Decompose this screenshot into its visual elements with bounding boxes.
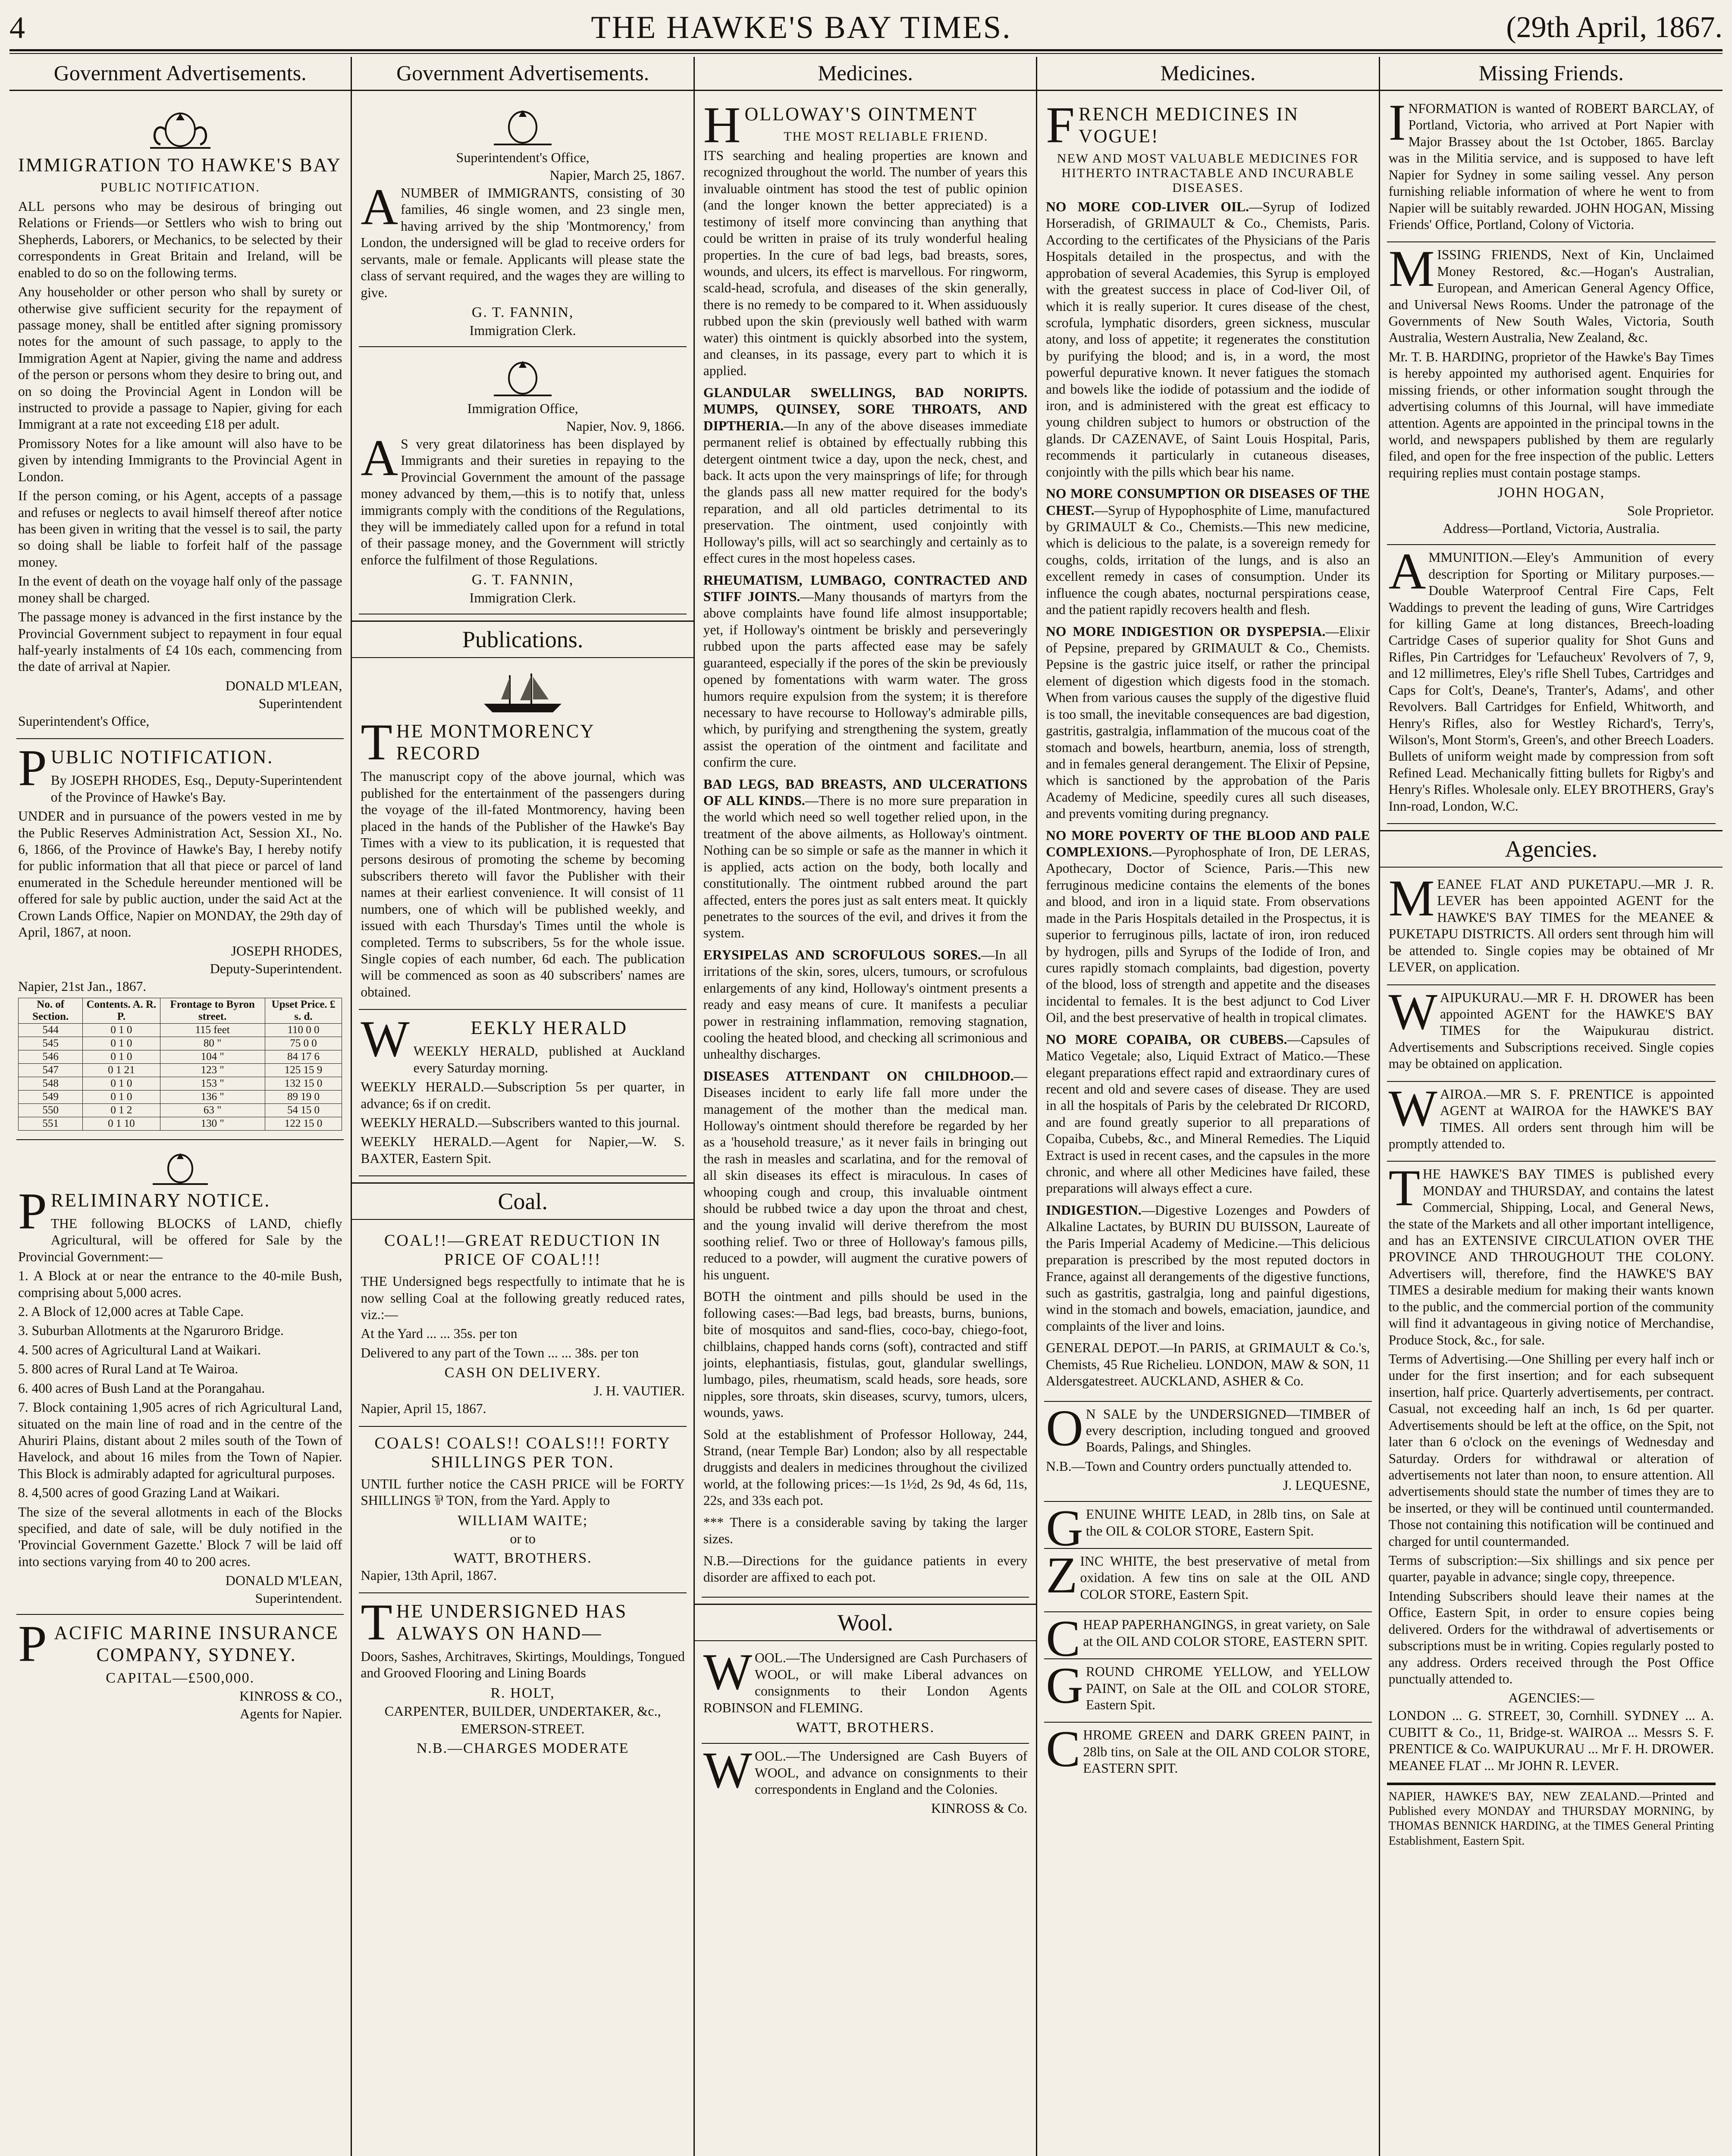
list-item: 5. 800 acres of Rural Land at Te Wairoa. (18, 1361, 238, 1377)
ammunition (1387, 542, 1716, 824)
column-5 (1380, 57, 1723, 2156)
apply-name: WILLIAM WAITE; (458, 1512, 588, 1529)
list-item: 1. A Block at or near the entrance to the 40-mile Bush, comprising about 5,000 acres. (18, 1268, 342, 1300)
table-cell: 54 15 0 (265, 1103, 342, 1117)
table-cell: 80 " (160, 1037, 265, 1050)
montmorency-title: THE MONTMORENCY RECORD (361, 713, 595, 771)
paragraph: WOOL.—The Undersigned are Cash Purchasers of WOOL, or will make Liberal advances on consignments to their London Agents ROBINSON and FLEMING. (703, 1643, 1028, 1715)
item-head: NO MORE COPAIBA, OR CUBEBS. (1046, 1031, 1287, 1047)
list-item: 3. Suburban Allotments at the Ngaruroro Bridge. (18, 1323, 284, 1338)
immigrants-notice (359, 96, 686, 347)
item-head: RHEUMATISM, LUMBAGO, CONTRACTED AND STIFF JOINTS. (703, 572, 1028, 604)
table-cell: 0 1 10 (83, 1117, 160, 1130)
column-heading: Medicines. (695, 57, 1036, 91)
list-item: 6. 400 acres of Bush Land at the Porangahau. (18, 1380, 265, 1396)
column-1 (9, 57, 352, 2156)
list-item: NO MORE CONSUMPTION OR DISEASES OF THE CHEST.—Syrup of Hypophosphite of Lime, manufactured by GRIMAULT & Co., Chemists.—This new medicine, which is delicious to the palate, is a sovereign remedy for coughs, colds, irritation of the lungs, and is also an excellent remedy in cases of consumption. Under its influence the cough abates, nocturnal perspirations cease, and the patient rapidly recovers health and flesh. (1046, 486, 1370, 617)
white-lead (1044, 1499, 1371, 1557)
signer-title: Superintendent. (255, 1590, 342, 1606)
notice-date: Napier, 21st Jan., 1867. (18, 979, 147, 994)
table-cell: 63 " (160, 1103, 265, 1117)
item-head: DISEASES ATTENDANT ON CHILDHOOD. (703, 1068, 1014, 1084)
signer-title: Immigration Clerk. (469, 322, 576, 338)
table-row (19, 1103, 342, 1117)
list-item: WEEKLY HERALD.—Agent for Napier,—W. S. BAXTER, Eastern Spit. (361, 1134, 685, 1166)
missing-friends-agency (1387, 242, 1716, 545)
list-item: INDIGESTION.—Digestive Lozenges and Powders of Alkaline Lactates, by BURIN DU BUISSON, Laureate of the Paris Imperial Academy of Medicine.—This delicious preparation is prescribed by the most reputed doctors in France, against all derangements of the digestive functions, such as gastritis, gastralgia, long and painful digestions, wind in the stomach and bowels, emaciation, jaundice, and complaints of the liver and loins. (1046, 1202, 1370, 1334)
signer: J. H. VAUTIER. (593, 1383, 685, 1399)
table-header: Upset Price. £ s. d. (265, 998, 342, 1023)
royal-crest-icon (486, 103, 559, 146)
item-head: INDIGESTION. (1046, 1202, 1142, 1218)
paragraph: WAIROA.—MR S. F. PRENTICE is appointed AGENT at WAIROA for the HAWKE'S BAY TIMES. All orders sent through him will be promptly attended to. (1388, 1079, 1714, 1151)
item-text: There is no more sure preparation in the world which need so well together relied upon, in the treatment of the above ailments, as Holloway's ointment. Nothing can be so simple or safe as the manner in which it is applied, acts action on the body, both locally and constitutionally. The ointment rubbed around the part affected, enters the pores just as salt enters meat. It quickly penetrates to the sources of the evil, and drives it from the system. (703, 793, 1028, 941)
chrome-green (1044, 1720, 1371, 1785)
table-header: Contents. A. R. P. (83, 998, 160, 1023)
signer: KINROSS & Co. (931, 1800, 1028, 1816)
holloway-subtitle: THE MOST RELIABLE FRIEND. (784, 129, 988, 144)
timber-lequesne (1044, 1399, 1371, 1502)
royal-crest-icon (486, 354, 559, 397)
agencies-label: AGENCIES:— (1508, 1690, 1594, 1706)
holt-address: EMERSON-STREET. (461, 1720, 585, 1736)
paragraph: ON SALE by the UNDERSIGNED—TIMBER of every description, including tongued and grooved Boards, Palings, and Shingles. (1046, 1399, 1370, 1457)
column-heading: Medicines. (1037, 57, 1378, 91)
paragraph: Intending Subscribers should leave their names at the Office, Eastern Spit, in order to ensure copies being delivered. Orders for the withdrawal of advertisements or subscriptions must be in writing. Copies regularly posted to any address. Orders received through the Post Office punctually attended to. (1388, 1588, 1714, 1687)
newspaper-title: THE HAWKE'S BAY TIMES. (591, 9, 1012, 45)
masthead (9, 8, 1723, 47)
item-text: In any of the above diseases immediate permanent relief is obtained by effectually rubbing this detergent ointment twice a day, upon the neck, chest, and back. It acts upon the very mainsprings of life; for through the glands pass all new matter required for the body's reparation, and all old particles detrimental to its preservation. The ointment, used conjointly with Holloway's pills, will act so searchingly and certainly as to effect cures in the most hopeless cases. (703, 418, 1028, 566)
agency-waipukurau (1387, 982, 1716, 1082)
issue-date: (29th April, 1867. (1506, 11, 1723, 44)
public-notification-title: PUBLIC NOTIFICATION. (18, 739, 274, 797)
list-item: 2. A Block of 12,000 acres at Table Cape. (18, 1304, 244, 1319)
signer: JOHN HOGAN, (1497, 485, 1605, 501)
paragraph: Terms of subscription:—Six shillings and six pence per quarter, payable in advance; single copy, threepence. (1388, 1553, 1714, 1585)
table-cell: 545 (19, 1037, 83, 1050)
item-text: Many thousands of martyrs from the above complaints have found life almost insupportable; yet, if Holloway's ointment be briskly and perseveringly rubbed upon the parts affected ease may be safely guaranteed, especially if the pores of the skin be previously opened by fomentations with warm water. The gross humors require expulsion from the system; it is therefore necessary to have recourse to Holloway's admirable pills, which, by purifying and strengthening the system, greatly assist the operation of the ointment and facilitate and confirm the cure. (703, 589, 1028, 770)
column-heading: Missing Friends. (1380, 57, 1723, 91)
paragraph: BOTH the ointment and pills should be used in the following cases:—Bad legs, bad breasts, burns, bunions, bite of mosquitos and sand-flies, coco-bay, chiego-foot, chilblains, chapped hands corns (soft), contracted and stiff joints, elephantiasis, fistulas, gout, glandular swellings, lumbago, piles, rheumatism, scald heads, sore heads, sore nipples, sore throats, skin diseases, scurvy, tumors, ulcers, wounds, yaws. (703, 1289, 1028, 1420)
paragraph: THE HAWKE'S BAY TIMES is published every MONDAY and THURSDAY, and contains the latest Commercial, Shipping, Local, and General News, the state of the Markets and all other important intelligence, and has an EXTENSIVE CIRCULATION OVER THE PROVINCE AND THROUGHOUT THE COLONY. Advertisers will, therefore, find the HAWKE'S BAY TIMES a desirable medium for making their wants known to the public, and the commercial portion of the community will find it advantageous in giving notice of Merchandise, Produce Stock, &c., for sale. (1388, 1159, 1714, 1348)
coal-title: COAL!!—GREAT REDUCTION IN PRICE OF COAL!!! (384, 1232, 662, 1269)
pacific-insurance (16, 1615, 344, 1730)
section-heading: Wool. (695, 1604, 1036, 1641)
list-item: 4. 500 acres of Agricultural Land at Waikari. (18, 1342, 261, 1357)
signer-title: Sole Proprietor. (1627, 503, 1714, 519)
item-head: NO MORE COD-LIVER OIL. (1046, 199, 1249, 214)
notice-date: Napier, March 25, 1867. (549, 167, 685, 183)
passage-money-notice (359, 347, 686, 614)
note: N.B.—Directions for the guidance patients in every disorder are affixed to each pot. (703, 1553, 1028, 1585)
french-title: FRENCH MEDICINES IN VOGUE! (1046, 96, 1299, 154)
table-cell: 125 15 9 (265, 1063, 342, 1077)
list-item: WEEKLY HERALD, published at Auckland every Saturday morning. (413, 1044, 685, 1075)
agents-sub: Agents for Napier. (240, 1706, 342, 1722)
preliminary-title: PRELIMINARY NOTICE. (18, 1182, 271, 1240)
table-cell: 115 feet (160, 1023, 265, 1037)
paragraph: UNDER and in pursuance of the powers vested in me by the Public Reserves Administration Act, Session XI., No. 6, 1866, of the Province of Hawke's Bay, I hereby notify for public information that all that piece or parcel of land enumerated in the Schedule hereunder mentioned will be offered for sale by public auction, under the said Act at the Crown Lands Office, Napier on MONDAY, the 29th day of April, 1867, at noon. (18, 808, 342, 940)
apply-or: or to (510, 1530, 536, 1546)
montmorency-record (359, 662, 686, 1010)
list-item: NO MORE INDIGESTION OR DYSPEPSIA.—Elixir of Pepsine, prepared by GRIMAULT & Co., Chemists. Pepsine is the gastric juice itself, or rather the principal element of digestion which digests food in the stomach. When from various causes the supply of the digestive fluid is too small, the inevitable consequences are bad digestion, gastritis, gastralgia, inflammation of the mucous coat of the stomach and bowels, heartburn, anemia, loss of strength, and in females general derangement. The Elixir of Pepsine, which is sanctioned by the approbation of the Paris Academy of Medicine, speedily cures all such diseases, and prevents vomiting during pregnancy. (1046, 624, 1370, 821)
wool-kinross (702, 1741, 1029, 1824)
masthead-rule-thin (9, 53, 1723, 54)
item-text: Diseases incident to early life fall more under the management of the mother than the medical man. Holloway's ointment should therefore be regarded by her as a 'household treasure,' as it never fails in bringing out the rash in measles and scarlatina, and for the removal of all skin diseases its effect is miraculous. In cases of whooping cough and croup, this invaluable ointment should be rubbed twice a day upon the throat and chest, and the young invalid will derive therefrom the most soothing relief. Two or three of Holloway's famous pills, reduced to a powder, will augment the curative powers of his unguent. (703, 1085, 1028, 1282)
wool-watt-brothers (702, 1645, 1029, 1744)
signer: WATT, BROTHERS. (796, 1720, 935, 1736)
item-text: Pyrophosphate of Iron, DE LERAS, Apothecary, Doctor of Science, Paris.—This new ferruginous medicine contains the elements of the bones and blood, and iron in a liquid state. From observations made in the Paris Hospitals detailed in the Prospectus, it is superior to ferruginous pills, lactate of iron, iron reduced by hydrogen, pills and Syrups of the Iodide of Iron, and cures rapidly stomach complaints, bad digestion, poverty of the blood, loss of strength and appetite and the diseases incidental to females. It is the best adjunct to Cod Liver Oil, and the best preservative of health in tropical climates. (1046, 844, 1370, 1025)
french-subtitle: NEW AND MOST VALUABLE MEDICINES FOR HITHERTO INTRACTABLE AND INCURABLE DISEASES. (1057, 151, 1359, 195)
item-head: ERYSIPELAS AND SCROFULOUS SORES. (703, 947, 981, 962)
charges-moderate: N.B.—CHARGES MODERATE (416, 1740, 629, 1756)
office: Superintendent's Office, (456, 150, 590, 165)
signer-title: Superintendent (258, 695, 342, 711)
paragraph: THE following BLOCKS of LAND, chiefly Agricultural, will be offered for Sale by the Provincial Government:— (18, 1216, 342, 1264)
notice-date: Napier, April 15, 1867. (361, 1401, 486, 1416)
signer: J. LEQUESNE, (1283, 1477, 1370, 1493)
list-item: NO MORE COPAIBA, OR CUBEBS.—Capsules of Matico Vegetale; also, Liquid Extract of Matico.—These elegant preparations effect rapid and extraordinary cures of recent and old and severe cases of disease. They are used in all the hospitals of Paris by the celebrated Dr RICORD, and are found greatly superior to all preparations of Copaiba, Cubebs, &c., and Mineral Remedies. The Liquid Extract is used in recent cases, and the capsules in the more chronic, and where all other Medicines have failed, these preparations will always effect a cure. (1046, 1031, 1370, 1196)
immigration-subtitle: PUBLIC NOTIFICATION. (100, 180, 260, 194)
list-item: 7. Block containing 1,905 acres of rich Agricultural Land, situated on the main line of road and in the centre of the Ahuriri Plains, distant about 2 miles south of the Town of Havelock, and about 16 miles from the Town of Napier. This Block is admirably adapted for agricultural purposes. (18, 1400, 342, 1481)
table-row (19, 1037, 342, 1050)
table-cell: 550 (19, 1103, 83, 1117)
page-number: 4 (9, 10, 25, 45)
holt-trade: CARPENTER, BUILDER, UNDERTAKER, &c., (384, 1703, 661, 1719)
paragraph: UNTIL further notice the CASH PRICE will be FORTY SHILLINGS ⅌ TON, from the Yard. Apply to (361, 1476, 685, 1508)
columns (9, 57, 1723, 2156)
table-row (19, 1077, 342, 1090)
item-text: Syrup of Hypophosphite of Lime, manufactured by GRIMAULT & Co., Chemists.—This new medicine, which is delicious to the palate, is a sovereign remedy for coughs, colds, irritation of the lungs, and is also an excellent remedy in cases of consumption. Under its influence the cough abates, nocturnal perspirations cease, and the patient rapidly recovers health and flesh. (1046, 502, 1370, 617)
paragraph: Any householder or other person who shall by surety or otherwise give sufficient security for the repayment of passage money, shall be entitled after signing promissory notes for the amount of such passage, to apply to the Immigration Agent at Napier, giving the name and address of the person or persons whom they desire to bring out, and on so doing the Provincial Agent in London will be instructed to provide a passage to Napier, giving for each Immigrant at a rate not exceeding £18 per adult. (18, 284, 342, 432)
table-row (19, 1063, 342, 1077)
table-cell: 104 " (160, 1050, 265, 1063)
list-item: NO MORE COD-LIVER OIL.—Syrup of Iodized Horseradish, of GRIMAULT & Co., Chemists, Paris. According to the certificates of the Physicians of the Paris Hospitals detailed in the prospectus, and with the approbation of several Academies, this Syrup is employed with the greatest success in place of Cod-liver Oil, of which it is really superior. It cures disease of the chest, scrofula, lymphatic disorders, green sickness, muscular atony, and loss of appetite; it regenerates the constitution by purifying the blood; and is, in a word, the most powerful depurative known. It never fatigues the stomach and bowels like the iodide of potassium and the iodide of iron, and is administered with the great est efficacy to young children subject to humors or obstruction of the glands. Dr CAZENAVE, of Saint Louis Hospital, Paris, recommends it particularly in cutaneous diseases, conjointly with the pills which bear his name. (1046, 199, 1370, 479)
list-item: ERYSIPELAS AND SCROFULOUS SORES.—In all irritations of the skin, sores, ulcers, tumours, or scrofulous enlargements of any kind, Holloway's ointment presents a ready and easy means of cure. It manifests a peculiar power in restraining inflammation, removing stagnation, cooling the heated blood, and checking all scrimonious and unhealthy discharges. (703, 947, 1028, 1062)
imprint: NAPIER, HAWKE'S BAY, NEW ZEALAND.—Printed and Published every MONDAY and THURSDAY MORNING, by THOMAS BENNICK HARDING, at the TIMES General Printing Establishment, Eastern Spit. (1388, 1790, 1714, 1848)
table-cell: 110 0 0 (265, 1023, 342, 1037)
item-text: Elixir of Pepsine, prepared by GRIMAULT & Co., Chemists. Pepsine is the gastric juice itself, or rather the principal element of digestion which digests food in the stomach. When from various causes the supply of the digestive fluid is too small, the inevitable consequences are bad digestion, gastritis, gastralgia, inflammation of the mucous coat of the stomach and bowels, heartburn, anemia, loss of strength, and in females general derangement. The Elixir of Pepsine, which is sanctioned by the approbation of the Paris Academy of Medicine, speedily cures all such diseases, and prevents vomiting during pregnancy. (1046, 624, 1370, 821)
immigration-title: IMMIGRATION TO HAWKE'S BAY (18, 154, 342, 175)
item-text: Digestive Lozenges and Powders of Alkaline Lactates, by BURIN DU BUISSON, Laureate of the Paris Imperial Academy of Medicine.—This delicious preparation is prescribed by the most reputed doctors in France, against all derangements of the digestive functions, such as gastritis, gastralgia, long and painful digestions, wind in the stomach and bowels, emaciation, jaundice, and complaints of the liver and loins. (1046, 1202, 1370, 1334)
table-cell: 0 1 2 (83, 1103, 160, 1117)
paragraph: The size of the several allotments in each of the Blocks specified, and date of sale, will be duly notified in the 'Provincial Government Gazette.' Block 7 will be laid off into sections varying from 40 to 200 acres. (18, 1504, 342, 1569)
public-notification (16, 739, 344, 1140)
table-cell: 89 19 0 (265, 1090, 342, 1103)
table-row (19, 1090, 342, 1103)
table-header: Frontage to Byron street. (160, 998, 265, 1023)
table-cell: 0 1 21 (83, 1063, 160, 1077)
column-4 (1037, 57, 1380, 2156)
coal-reduction (359, 1224, 686, 1427)
paragraph: ALL persons who may be desirous of bringing out Relations or Friends—or Settlers who wish to bring out Shepherds, Laborers, or Mechanics, to be selected by their correspondents in Great Britain and Ireland, will be enabled to do so on the following terms. (18, 199, 342, 280)
paragraph: MEANEE FLAT AND PUKETAPU.—MR J. R. LEVER has been appointed AGENT for the HAWKE'S BAY TIMES for the MEANEE & PUKETAPU DISTRICTS. All orders sent through him will be attended to. Single copies may be obtained of Mr LEVER, on application. (1388, 869, 1714, 975)
immigration-notice (16, 96, 344, 739)
paragraph: WOOL.—The Undersigned are Cash Buyers of WOOL, and advance on consignments to their correspondents in England and the Colonies. (703, 1741, 1028, 1799)
table-cell: 551 (19, 1117, 83, 1130)
paragraph: CHROME GREEN and DARK GREEN PAINT, in 28lb tins, on Sale at the OIL AND COLOR STORE, EASTERN SPIT. (1046, 1720, 1370, 1778)
item-head: NO MORE INDIGESTION OR DYSPEPSIA. (1046, 624, 1326, 639)
list-item: WEEKLY HERALD.—Subscribers wanted to this journal. (361, 1115, 680, 1130)
paragraph: WAIPUKURAU.—MR F. H. DROWER has been appointed AGENT for the HAWKE'S BAY TIMES for the Waipukurau district. Advertisements and Subscriptions received. Single copies may be obtained on application. (1388, 982, 1714, 1072)
cash-on-delivery: CASH ON DELIVERY. (444, 1365, 601, 1381)
holloway-title: HOLLOWAY'S OINTMENT (703, 96, 978, 154)
list-item: BAD LEGS, BAD BREASTS, AND ULCERATIONS OF ALL KINDS.—There is no more sure preparation in the world which need so well together relied upon, in the treatment of the above ailments, as Holloway's ointment. Nothing can be so simple or safe as the manner in which it is applied, acts action on the body, both locally and constitutionally. The ointment rubbed around the part affected, enters the pores just as salt enters meat. It quickly penetrates to the sources of the evil, and drives it from the system. (703, 776, 1028, 941)
chrome-yellow (1044, 1659, 1371, 1723)
paragraph: INFORMATION is wanted of ROBERT BARCLAY, of Portland, Victoria, who arrived at Port Napier with Major Brassey about the 1st October, 1865. Barclay was in the Militia service, and is supposed to have left Napier for Sydney in some sailing vessel. Any person furnishing reliable information of where he went to from Napier will be suitably rewarded. JOHN HOGAN, Missing Friends' Office, Portland, Colony of Victoria. (1388, 94, 1714, 232)
weekly-herald (359, 1010, 686, 1176)
holloways-ointment (702, 96, 1029, 1598)
paragraph: N.B.—Town and Country orders punctually attended to. (1046, 1458, 1352, 1474)
address: Address—Portland, Victoria, Australia. (1443, 520, 1660, 536)
section-heading: Coal. (352, 1182, 693, 1220)
table-cell: 0 1 0 (83, 1050, 160, 1063)
table-row (19, 1050, 342, 1063)
table-cell: 544 (19, 1023, 83, 1037)
paragraph: Doors, Sashes, Architraves, Skirtings, Mouldings, Tongued and Grooved Flooring and Lining Boards (361, 1648, 685, 1681)
barclay-information (1387, 96, 1716, 242)
agency-wairoa (1387, 1079, 1716, 1162)
paragraph: In the event of death on the voyage half only of the passage money shall be charged. (18, 573, 342, 605)
pacific-title: PACIFIC MARINE INSURANCE COMPANY, SYDNEY. (18, 1615, 339, 1673)
signer: G. T. FANNIN, (471, 304, 574, 320)
column-2 (352, 57, 694, 2156)
paragraph: Terms of Advertising.—One Shilling per every half inch or under for the first insertion; and for each subsequent insertion, half price. Quarterly advertisements, per contract. Casual, not exceeding half an inch, 1s 6d per quarter. Advertisements should be left at the office, on the Spit, not later than 6 o'clock on the evenings of Wednesday and Saturday. Orders for withdrawal or alteration of advertisements not later than noon, to ensure attention. All advertisements should state the number of times they are to be inserted, or they will be continued until countermanded. Those not containing this notification will be continued and charged for until countermanded. (1388, 1351, 1714, 1549)
table-cell: 123 " (160, 1063, 265, 1077)
apply-name: WATT, BROTHERS. (453, 1550, 592, 1566)
paragraph: ZINC WHITE, the best preservative of metal from oxidation. A few tins on sale at the OIL AND COLOR STORE, Eastern Spit. (1046, 1546, 1370, 1604)
table-cell: 153 " (160, 1077, 265, 1090)
paragraph: Mr. T. B. HARDING, proprietor of the Hawke's Bay Times is hereby appointed my authorised agent. Enquiries for missing friends, or other information sought through the advertising columns of this Journal, will have immediate attention. Agents are appointed in the principal towns in the world, and newspapers published by them are regularly filed, and open for the free inspection of the public. Letters requiring replies must contain postage stamps. (1388, 349, 1714, 480)
paragraph: CHEAP PAPERHANGINGS, in great variety, on Sale at the OIL AND COLOR STORE, EASTERN SPIT. (1046, 1610, 1370, 1667)
office: Immigration Office, (467, 400, 578, 416)
item-text: Syrup of Iodized Horseradish, of GRIMAULT & Co., Chemists, Paris. According to the certificates of the Physicians of the Paris Hospitals detailed in the prospectus, and with the approbation of several Academies, this Syrup is employed with the greatest success in place of Cod-liver Oil, of which it is really superior. It cures disease of the chest, scrofula, lymphatic disorders, green sickness, muscular atony, and loss of appetite; it regenerates the constitution by purifying the blood; and is, in a word, the most powerful depurative known. It never fatigues the stomach and bowels like the iodide of potassium and the iodide of iron, and is administered with the great est efficacy to young children subject to humors or obstruction of the glands. Dr CAZENAVE, of Saint Louis Hospital, Paris, recommends it particularly in cutaneous diseases, conjointly with the pills which bear his name. (1046, 199, 1370, 479)
ship-icon (475, 669, 570, 717)
paragraph: Promissory Notes for a like amount will also have to be given by intending Immigrants to the Provincial Agent in London. (18, 436, 342, 484)
item-head: BAD LEGS, BAD BREASTS, AND ULCERATIONS OF ALL KINDS. (703, 776, 1028, 808)
table-header: No. of Section. (19, 998, 83, 1023)
signer: G. T. FANNIN, (471, 572, 574, 588)
signer: JOSEPH RHODES, (231, 943, 342, 959)
royal-crest-icon (141, 103, 219, 150)
table-cell: 547 (19, 1063, 83, 1077)
signer: DONALD M'LEAN, (225, 1573, 342, 1589)
note: *** There is a considerable saving by taking the larger sizes. (703, 1514, 1028, 1547)
list-item: GLANDULAR SWELLINGS, BAD NORIPTS. MUMPS, QUINSEY, SORE THROATS, AND DIPTHERIA.—In any of the above diseases immediate permanent relief is obtained by effectually rubbing this detergent ointment twice a day, upon the neck, chest, and back. It acts upon the very mainsprings of life; for through the glands pass all new matter required for the body's reparation, and all old particles detrimental to its preservation. The ointment, used conjointly with Holloway's pills, will act so searchingly and certainly as to effect cures in the most hopeless cases. (703, 385, 1028, 566)
french-medicines (1044, 96, 1371, 1402)
paragraph: AMMUNITION.—Eley's Ammunition of every description for Sporting or Military purposes.—Double Waterproof Central Fire Caps, Felt Waddings to prevent the leading of guns, Wire Cartridges for killing Game at long distances, Breech-loading Cartridge Cases of superior quality for Shot Guns and Rifles, Pin Cartridges for 'Lefaucheux' Revolvers of 7, 9, and 12 millimetres, Eley's rifle Shell Tubes, Cartridges and Caps for Colt's, Deane's, Tranter's, Adams', and other Revolvers. Ball Cartridges for Enfield, Whitworth, and Henry's Rifles, also for Westley Richard's, Terry's, Wilson's, Mont Storm's, Green's, and other Breech Loaders. Bullets of uniform weight made by compression from soft Refined Lead. Mechanically fitting bullets for Rigby's and Henry's Rifles. Wholesale only. ELEY BROTHERS, Gray's Inn-road, London, W.C. (1388, 542, 1714, 814)
table-cell: 549 (19, 1090, 83, 1103)
coals-forty-shillings (359, 1427, 686, 1593)
signer: DONALD M'LEAN, (225, 677, 342, 693)
list-item: WEEKLY HERALD.—Subscription 5s per quarter, in advance; 6s if on credit. (361, 1079, 685, 1111)
table-cell: 130 " (160, 1117, 265, 1130)
agents: KINROSS & CO., (239, 1688, 342, 1704)
paperhangings (1044, 1610, 1371, 1667)
coals-title: COALS! COALS!! COALS!!! FORTY SHILLINGS PER TON. (374, 1434, 671, 1471)
paragraph: AS very great dilatoriness has been displayed by Immigrants and their sureties in repaying to the Provincial Government the amount of the passage money advanced by them,—this is to notify that, unless immigrants comply with the conditions of the Regulations, they will be immediately called upon for a refund in total of their passage money, and the Government will strictly enforce the fulfilment of those Regulations. (361, 429, 685, 567)
list-item: 8. 4,500 acres of good Grazing Land at Waikari. (18, 1485, 280, 1501)
paragraph: ITS searching and healing properties are known and recognized throughout the world. The number of years this invaluable ointment has stood the test of public opinion (and the longer known the better appreciated) is a testimony of itself more convincing than anything that could be written in praise of its truly wonderful healing properties. In the cure of bad legs, bad breasts, sores, wounds, and ulcers, its effect is marvellous. For ringworm, scald-head, scrofula, and diseases of the skin generally, there is no remedy to be compared to it. When assiduously rubbed upon the skin (previously well bathed with warm water) this ointment is quickly absorbed into the system, and cleanses, in its passage, every part to which it is applied. (703, 148, 1028, 379)
notice-date: Napier, 13th April, 1867. (361, 1567, 497, 1583)
item-text: In all irritations of the skin, sores, ulcers, tumours, or scrofulous enlargements of any kind, Holloway's ointment presents a ready and easy means of cure. It manifests a peculiar power in restraining inflammation, removing stagnation, cooling the heated blood, and checking all scrimonious and unhealthy discharges. (703, 947, 1028, 1062)
table-cell: 122 15 0 (265, 1117, 342, 1130)
table-row (19, 1023, 342, 1037)
table-cell: 0 1 0 (83, 1077, 160, 1090)
list-item: NO MORE POVERTY OF THE BLOOD AND PALE COMPLEXIONS.—Pyrophosphate of Iron, DE LERAS, Apothecary, Doctor of Science, Paris.—This new ferruginous medicine contains the elements of the bones and blood, and iron in a liquid state. From observations made in the Paris Hospitals detailed in the Prospectus, it is superior to ferruginous pills, lactate of iron, iron reduced by hydrogen, pills and Syrups of the Iodide of Iron, and cures rapidly stomach complaints, bad digestion, poverty of the blood, loss of strength and appetite and the diseases incidental to females. It is the best adjunct to Cod Liver Oil, and the best preservative of health in tropical climates. (1046, 827, 1370, 1025)
column-heading: Government Advertisements. (352, 57, 693, 91)
table-cell: 84 17 6 (265, 1050, 342, 1063)
capital: CAPITAL—£500,000. (106, 1670, 255, 1686)
masthead-rule (9, 49, 1723, 51)
table-row (19, 1117, 342, 1130)
general-depot: GENERAL DEPOT.—In PARIS, at GRIMAULT & Co.'s, Chemists, 45 Rue Richelieu. LONDON, MAW & SON, 11 Aldersgatestreet. AUCKLAND, ASHER & Co. (1046, 1340, 1370, 1389)
signer-title: Deputy-Superintendent. (210, 961, 342, 977)
paragraph: GROUND CHROME YELLOW, and YELLOW PAINT, on Sale at the OIL and COLOR STORE, Eastern Spit. (1046, 1657, 1370, 1714)
land-schedule-table (18, 998, 342, 1131)
table-cell: 132 15 0 (265, 1077, 342, 1090)
paragraph: If the person coming, or his Agent, accepts of a passage and refuses or neglects to avail himself thereof after notice has been given in writing that the vessel is to sail, the party so doing shall be liable to forfeit half of the passage money. (18, 488, 342, 570)
royal-crest-icon (146, 1147, 215, 1186)
paragraph: THE Undersigned begs respectfully to intimate that he is now selling Coal at the following greatly reduced rates, viz.:— (361, 1274, 685, 1322)
table-cell: 136 " (160, 1090, 265, 1103)
section-heading: Publications. (352, 620, 693, 658)
preliminary-notice (16, 1140, 344, 1615)
paragraph: MISSING FRIENDS, Next of Kin, Unclaimed Money Restored, &c.—Hogan's Australian, European, and American General Agency Office, and Universal News Rooms. Under the patronage of the Governments of New South Wales, Victoria, South Australia, Western Australia, New Zealand, &c. (1388, 240, 1714, 345)
table-cell: 0 1 0 (83, 1090, 160, 1103)
paragraph: The manuscript copy of the above journal, which was published for the entertainment of the passengers during the voyage of the ill-fated Montmorency, having been placed in the hands of the Publisher of the Hawke's Bay Times with a view to its publication, it is requested that persons desirous of promoting the scheme by becoming subscribers thereto will favor the Publisher with their names at their earliest convenience. It will consist of 11 numbers, one of which will be published weekly, and issued with each Thursday's Times until the whole is completed. Terms to subscribers, 5s for the whole issue. Single copies of each number, 6d each. The publication will be commenced as soon as 40 subscribers' names are obtained. (361, 769, 685, 1000)
table-cell: 75 0 0 (265, 1037, 342, 1050)
holt-name: R. HOLT, (490, 1685, 555, 1701)
list-item: DISEASES ATTENDANT ON CHILDHOOD.—Diseases incident to early life fall more under the management of the mother than the medical man. Holloway's ointment should therefore be regarded by her as a 'household treasure,' as it never fails in bringing out the rash in measles and scarlatina, and for the removal of all skin diseases its effect is miraculous. In cases of whooping cough and croup, this invaluable ointment should be rubbed twice a day upon the throat and chest, and the young invalid will derive therefrom the most soothing relief. Two or three of Holloway's famous pills, reduced to a powder, will augment the curative powers of his unguent. (703, 1068, 1028, 1282)
paragraph: GENUINE WHITE LEAD, in 28lb tins, on Sale at the OIL & COLOR STORE, Eastern Spit. (1046, 1499, 1370, 1557)
item-head: NO MORE CONSUMPTION OR DISEASES OF THE CHEST. (1046, 486, 1370, 518)
item-text: Capsules of Matico Vegetale; also, Liquid Extract of Matico.—These elegant preparations effect rapid and extraordinary cures of recent and old and severe cases of disease. They are used in all the hospitals of Paris by the celebrated Dr RICORD, and are found greatly superior to all preparations of Copaiba, Cubebs, &c., and Mineral Remedies. The Liquid Extract is used in recent cases, and the capsules in the more chronic, and where all other Medicines have failed, these preparations will always effect a cure. (1046, 1031, 1370, 1196)
agencies-list: LONDON ... G. STREET, 30, Cornhill. SYDNEY ... A. CUBITT & Co., 11, Bridge-st. WAIROA ... Messrs S. F. PRENTICE & Co. WAIPUKURAU ... Mr F. H. DROWER. MEANEE FLAT ... Mr JOHN R. LEVER. (1388, 1708, 1714, 1773)
table-cell: 546 (19, 1050, 83, 1063)
table-cell: 0 1 0 (83, 1037, 160, 1050)
paragraph: Sold at the establishment of Professor Holloway, 244, Strand, (near Temple Bar) London; also by all respectable druggists and dealers in medicines throughout the civilized world, at the following prices:—1s 1½d, 2s 9d, 4s 6d, 11s, 22s, and 33s each pot. (703, 1426, 1028, 1508)
rate: At the Yard ... ... 35s. per ton (361, 1326, 518, 1341)
paragraph: ANUMBER of IMMIGRANTS, consisting of 30 families, 46 single women, and 23 single men, having arrived by the ship 'Montmorency,' from London, the undersigned will be glad to receive orders for servants, male or female. Applicants will please state the class of servant required, and the wages they are willing to give. (361, 178, 685, 300)
item-head: NO MORE POVERTY OF THE BLOOD AND PALE COMPLEXIONS. (1046, 827, 1370, 860)
agency-meanee (1387, 869, 1716, 985)
column-3 (695, 57, 1037, 2156)
zinc-white (1044, 1546, 1371, 1612)
list-item: RHEUMATISM, LUMBAGO, CONTRACTED AND STIFF JOINTS.—Many thousands of martyrs from the above complaints have found life almost insupportable; yet, if Holloway's ointment be briskly and perseveringly rubbed upon the parts affected ease may be safely guaranteed, especially if the pores of the skin be previously opened by fomentations with warm water. The gross humors require expulsion from the system; it is therefore necessary to have recourse to Holloway's admirable pills, which, by purifying and strengthening the system, greatly assist the operation of the ointment and facilitate and confirm the cure. (703, 572, 1028, 770)
rate: Delivered to any part of the Town ... ... 38s. per ton (361, 1345, 639, 1360)
weekly-herald-title: WEEKLY HERALD (361, 1010, 628, 1068)
section-heading: Agencies. (1380, 830, 1723, 868)
paragraph: The passage money is advanced in the first instance by the Provincial Government subject to repayment in four equal half-yearly instalments of £4 10s each, commencing from the date of arrival at Napier. (18, 609, 342, 674)
notice-date: Napier, Nov. 9, 1866. (566, 418, 685, 434)
holt-carpenter (359, 1593, 686, 1764)
holt-title: THE UNDERSIGNED HAS ALWAYS ON HAND— (361, 1593, 628, 1651)
table-cell: 0 1 0 (83, 1023, 160, 1037)
printer-imprint (1387, 1783, 1716, 1857)
signer-title: Immigration Clerk. (469, 590, 576, 606)
item-head: GLANDULAR SWELLINGS, BAD NORIPTS. MUMPS, QUINSEY, SORE THROATS, AND DIPTHERIA. (703, 385, 1028, 433)
table-cell: 548 (19, 1077, 83, 1090)
hawkes-bay-times-terms (1387, 1159, 1716, 1783)
office: Superintendent's Office, (18, 713, 150, 729)
column-heading: Government Advertisements. (9, 57, 351, 91)
paragraph: By JOSEPH RHODES, Esq., Deputy-Superintendent of the Province of Hawke's Bay. (50, 773, 342, 805)
